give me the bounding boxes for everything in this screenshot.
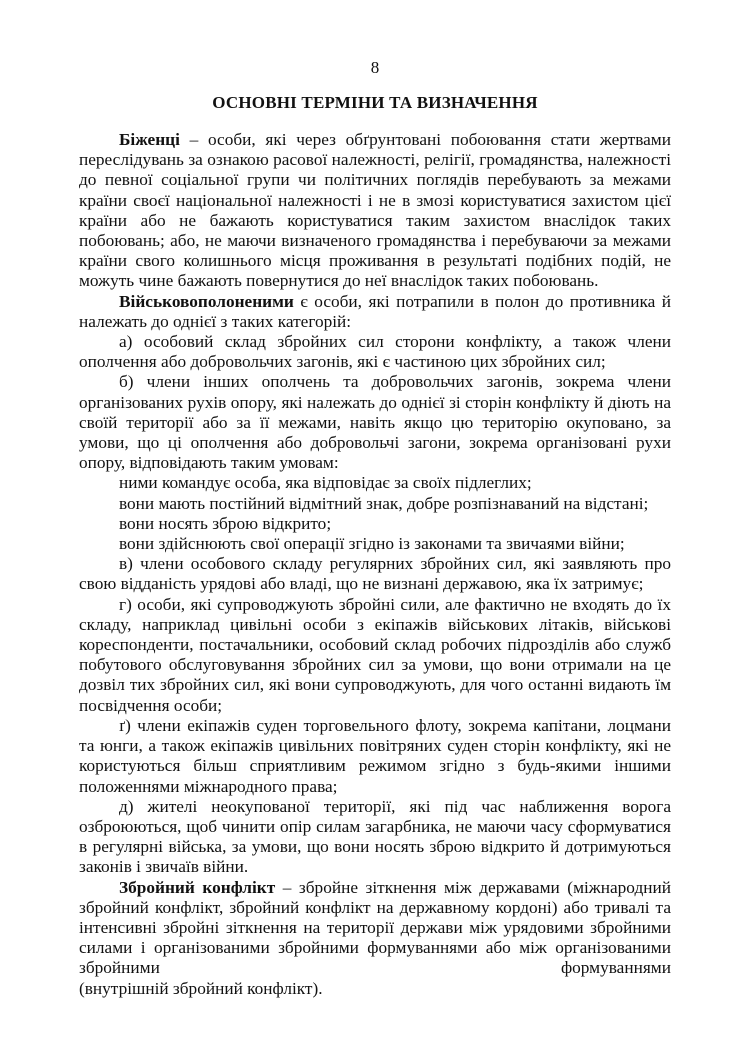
- list-item-a: а) особовий склад збройних сил сторони конфлікту, а також члени ополчення або добровольчих загонів, які є частиною цих збройних сил;: [79, 332, 671, 372]
- armed-conflict-ending: (внутрішній збройний конфлікт).: [79, 978, 323, 998]
- condition-2: вони мають постійний відмітний знак, добре розпізнаваний на відстані;: [119, 493, 649, 513]
- condition-1: ними командує особа, яка відповідає за своїх підлеглих;: [119, 473, 532, 493]
- list-item-g: г) особи, які супроводжують збройні сили, але фактично не входять до їх складу, наприклад цивільні особи з екіпажів військових літаків, військові кореспонденти, постачальники, особовий склад робочих підрозділів або служб побутового обслуговування збройних сил за умови, що вони отримали на це дозвіл тих збройних сил, які вони супроводжують, для чого останні видають їм посвідчення особи;: [79, 594, 671, 715]
- list-item-v: в) члени особового складу регулярних збройних сил, які заявляють про свою відданість урядові або владі, що не визнані державою, яка їх затримує;: [79, 554, 671, 594]
- condition-4: вони здійснюють свої операції згідно із законами та звичаями війни;: [119, 534, 625, 554]
- definition-prisoners-of-war: є особи, які потрапили в полон до противника й належать до однієї з таких категорій:: [79, 291, 671, 331]
- page-heading: ОСНОВНІ ТЕРМІНИ ТА ВИЗНАЧЕННЯ: [212, 93, 538, 112]
- document-body: [79, 130, 671, 999]
- term-refugees: Біженці: [119, 130, 180, 149]
- list-item-g2: ґ) члени екіпажів суден торговельного флоту, зокрема капітани, лоцмани та юнги, а також екіпажів цивільних повітряних суден сторін конфлікту, які не користуються більш сприятливим режимом згідно з будь-якими іншими положеннями міжнародного права;: [79, 715, 671, 796]
- term-prisoners-of-war: Військовополоненими: [119, 291, 294, 311]
- page-number: 8: [370, 58, 380, 77]
- list-item-d: д) жителі неокупованої території, які під час наближення ворога озброюються, щоб чинити опір силам загарбника, не маючи часу сформуватися в регулярні війська, за умови, що вони носять зброю відкрито й дотримуються законів і звичаїв війни.: [79, 796, 671, 877]
- list-item-b: б) члени інших ополчень та добровольчих загонів, зокрема члени організованих рухів опору, які належать до однієї зі сторін конфлікту й діють на своїй території або за її межами, навіть якщо цю територію окуповано, за умови, що ці ополчення або добровольчі загони, зокрема організовані рухи опору, відповідають таким умовам:: [79, 372, 671, 473]
- definition-armed-conflict: – збройне зіткнення між державами (міжнародний збройний конфлікт, збройний конфлікт на державному кордоні) або тривалі та інтенсивні збройні зіткнення на території держави між урядовими збройними силами і організованими збройними формуваннями або між організованими збройними формуваннями: [79, 877, 671, 978]
- paragraph-armed-conflict: [79, 878, 671, 979]
- paragraph-prisoners-of-war: [79, 292, 671, 332]
- condition-3: вони носять зброю відкрито;: [119, 513, 332, 533]
- term-armed-conflict: Збройний конфлікт: [119, 877, 276, 897]
- definition-refugees: – особи, які через обґрунтовані побоювання стати жертвами переслідувань за ознакою расової належності, релігії, громадянства, належності до певної соціальної групи чи політичних поглядів перебувають за межами країни своєї національної належності і не в змозі користуватися захистом цієї країни або не бажають користуватися таким захистом внаслідок таких побоювань; або, не маючи визначеного громадянства і перебуваючи за межами країни свого колишнього місця проживання в результаті подібних подій, не можуть чине бажають повернутися до неї внаслідок таких побоювань.: [79, 130, 671, 291]
- paragraph-refugees: [79, 130, 671, 292]
